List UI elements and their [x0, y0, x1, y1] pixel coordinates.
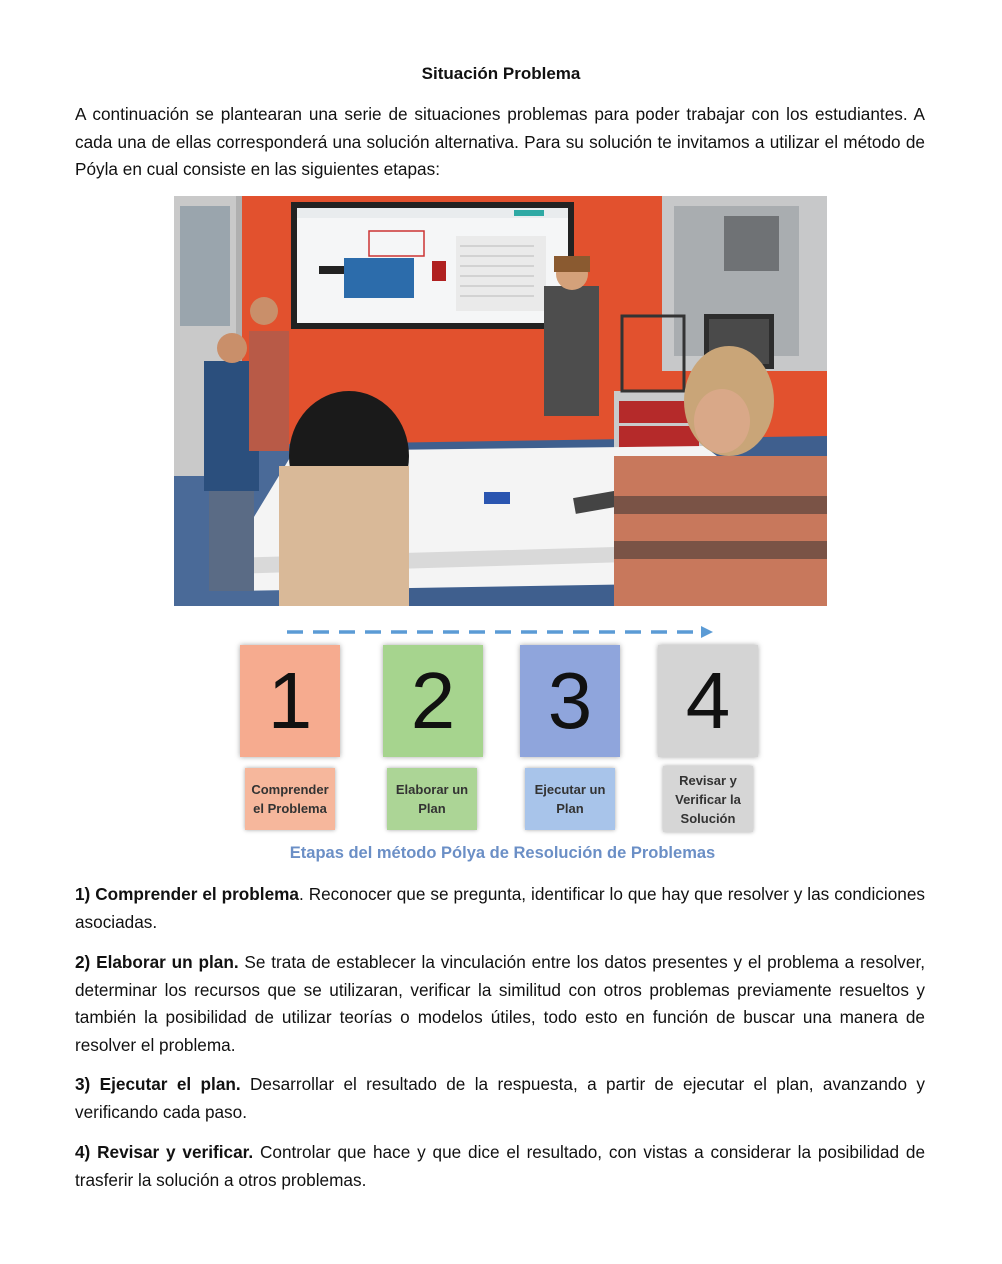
step-1-heading: 1) Comprender el problema: [75, 884, 299, 904]
step-1-label: Comprender el Problema: [245, 768, 335, 830]
step-4-heading: 4) Revisar y verificar.: [75, 1142, 254, 1162]
step-4-body: Controlar que hace y que dice el resultado, con vistas a considerar la posibilidad de trasferir la solución a otros problemas.: [75, 1142, 926, 1190]
step-3-heading: 3) Ejecutar el plan.: [75, 1074, 241, 1094]
step-4-box: 4: [658, 645, 758, 757]
step-1-box: 1: [240, 645, 340, 757]
step-2-label: Elaborar un Plan: [387, 768, 477, 830]
page-title: Situación Problema: [421, 64, 581, 83]
step-4-paragraph: [75, 1139, 925, 1194]
step-2-heading: 2) Elaborar un plan.: [75, 952, 239, 972]
step-4-label: Revisar y Verificar la Solución: [663, 766, 753, 832]
step-3-label: Ejecutar un Plan: [525, 768, 615, 830]
step-3-body: Desarrollar el resultado de la respuesta, a partir de ejecutar el plan, avanzando y verificando cada paso.: [75, 1074, 925, 1122]
polya-stages-diagram: [235, 620, 770, 870]
dashed-arrow: [235, 624, 770, 644]
step-1-paragraph: [75, 881, 925, 936]
step-2-paragraph: [75, 949, 925, 1059]
step-3-paragraph: [75, 1071, 925, 1126]
classroom-scene-image: [174, 196, 827, 606]
step-2-body: Se trata de establecer la vinculación entre los datos presentes y el problema a resolver, determinar los recursos que se utilizaran, verificar la similitud con otros problemas previamente resueltos y también la posibilidad de utilizar teorías o modelos útiles, todo esto en función de buscar una manera de resolver el problema.: [75, 952, 925, 1055]
diagram-caption: Etapas del método Pólya de Resolución de Problemas: [289, 844, 716, 862]
step-3-box: 3: [520, 645, 620, 757]
step-2-box: 2: [383, 645, 483, 757]
intro-paragraph: A continuación se plantearan una serie de situaciones problemas para poder trabajar con los estudiantes. A cada una de ellas corresponderá una solución alternativa. Para su solución te invitamos a utilizar el método de Póyla en cual consiste en las siguientes etapas:: [75, 104, 925, 179]
step-1-body: . Reconocer que se pregunta, identificar lo que hay que resolver y las condiciones asociadas.: [75, 884, 925, 932]
